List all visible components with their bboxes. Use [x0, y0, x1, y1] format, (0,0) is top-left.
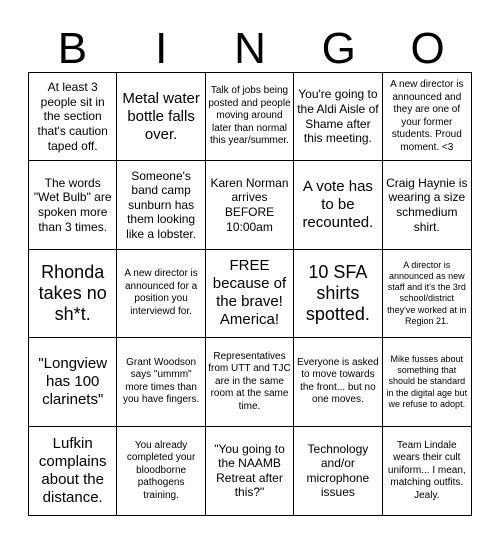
bingo-cell[interactable]: "Longview has 100 clarinets" [29, 338, 117, 426]
bingo-cell[interactable]: Lufkin complains about the distance. [29, 427, 117, 515]
bingo-cell[interactable]: You already completed your bloodborne pathogens training. [117, 427, 205, 515]
bingo-cell[interactable]: You're going to the Aldi Aisle of Shame after this meeting. [294, 73, 382, 161]
bingo-cell[interactable]: Everyone is asked to move towards the front... but no one moves. [294, 338, 382, 426]
header-letter-o: O [410, 24, 445, 73]
bingo-cell[interactable]: At least 3 people sit in the section that's caution taped off. [29, 73, 117, 161]
bingo-cell[interactable]: Metal water bottle falls over. [117, 73, 205, 161]
header-letter-g: G [321, 24, 356, 73]
bingo-cell[interactable]: Representatives from UTT and TJC are in the same room at the same time. [206, 338, 294, 426]
bingo-cell[interactable]: The words "Wet Bulb" are spoken more than 3 times. [29, 161, 117, 249]
bingo-grid [28, 72, 472, 516]
header-letter-b: B [57, 24, 88, 73]
header-letter-i: I [155, 24, 168, 73]
bingo-cell[interactable]: "You going to the NAAMB Retreat after this?" [206, 427, 294, 515]
bingo-header [28, 26, 472, 72]
bingo-cell[interactable]: A director is announced as new staff and it's the 3rd school/district they've worked at in Region 21. [383, 250, 471, 338]
bingo-cell[interactable]: 10 SFA shirts spotted. [294, 250, 382, 338]
bingo-cell[interactable]: Someone's band camp sunburn has them looking like a lobster. [117, 161, 205, 249]
bingo-cell[interactable]: A vote has to be recounted. [294, 161, 382, 249]
bingo-cell[interactable]: A new director is announced for a position you interviewd for. [117, 250, 205, 338]
bingo-cell[interactable]: Talk of jobs being posted and people moving around later than normal this year/summer. [206, 73, 294, 161]
header-letter-n: N [234, 24, 266, 73]
bingo-cell[interactable]: Team Lindale wears their cult uniform... I mean, matching outfits. Jealy. [387, 439, 466, 501]
bingo-cell[interactable]: Technology and/or microphone issues [294, 427, 382, 515]
bingo-cell[interactable]: Mike fusses about something that should be standard in the digital age but we refuse to adopt. [383, 338, 471, 426]
bingo-cell[interactable]: Craig Haynie is wearing a size schmedium shirt. [383, 161, 471, 249]
bingo-cell[interactable]: Karen Norman arrives BEFORE 10:00am [206, 161, 294, 249]
bingo-cell[interactable]: Grant Woodson says "ummm" more times than you have fingers. [117, 338, 205, 426]
bingo-cell[interactable]: A new director is announced and they are one of your former students. Proud moment. <3 [383, 73, 471, 161]
bingo-cell[interactable]: FREE because of the brave! America! [206, 250, 294, 338]
bingo-cell[interactable]: Rhonda takes no sh*t. [29, 250, 117, 338]
